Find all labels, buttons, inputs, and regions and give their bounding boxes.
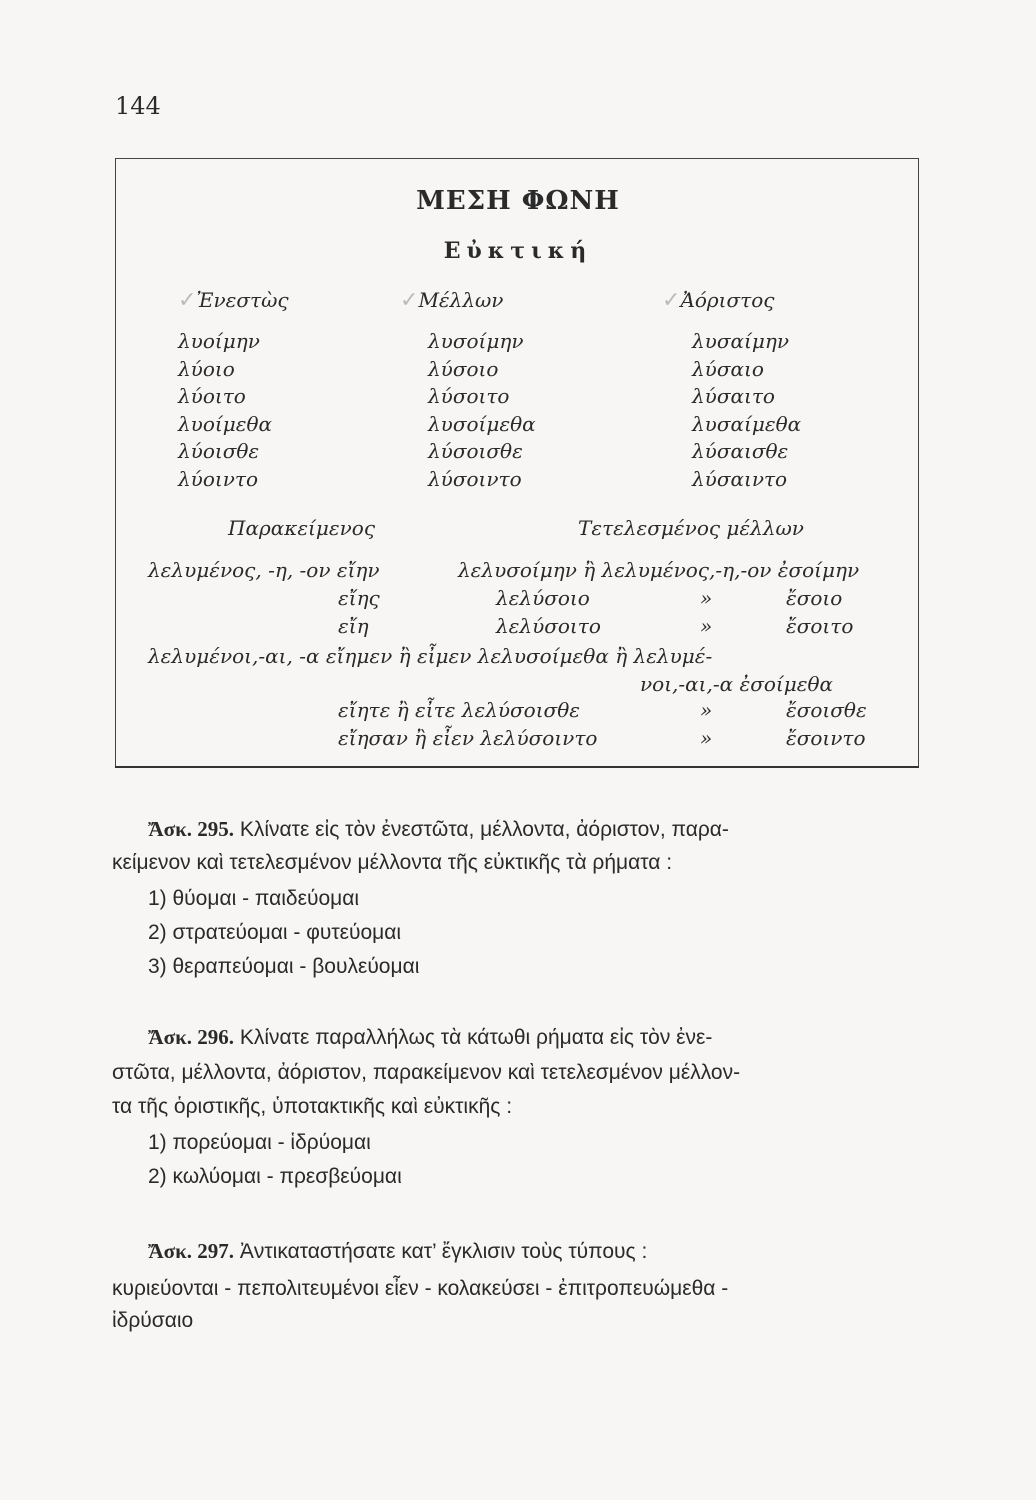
form: λύσαιο <box>692 356 764 381</box>
list-item: 1) πορεύομαι - ἱδρύομαι <box>148 1131 371 1154</box>
form: λυσοίμην <box>428 329 524 353</box>
form: λυσαίμην <box>692 329 789 353</box>
exercise-296: Ἄσκ. 296. Κλίνατε παραλλήλως τὰ κάτωθι ρήματα εἰς τὸν ἐνε- <box>148 1025 713 1049</box>
perfect-row-1: λελυμένος, -η, -ον εἴην <box>148 558 380 582</box>
exercise-label: Ἄσκ. 296. <box>148 1025 235 1049</box>
list-item: 2) στρατεύομαι - φυτεύομαι <box>148 921 402 944</box>
exercise-297-line-2: κυριεύονται - πεπολιτευμένοι εἶεν - κολακεύσει - ἐπιτροπευώμεθα - <box>112 1277 729 1300</box>
form: λύσοιο <box>428 356 499 381</box>
form: λύοιο <box>178 356 235 381</box>
future-perfect-row-1: λελυσοίμην ἢ λελυμένος,-η,-ον ἐσοίμην <box>458 558 860 582</box>
list-item: 1) θύομαι - παιδεύομαι <box>148 887 360 910</box>
form: λυοίμην <box>178 329 260 353</box>
exercise-296-line-3: τα τῆς ὁριστικῆς, ὑποτακτικῆς καὶ εὐκτικῆς : <box>112 1095 513 1118</box>
form: λύοιντο <box>178 466 258 491</box>
exercise-295: Ἄσκ. 295. Κλίνατε εἰς τὸν ἐνεστῶτα, μέλλοντα, ἀόριστον, παρα- <box>148 817 729 841</box>
exercise-297-line-3: ἱδρύσαιο <box>112 1309 194 1332</box>
future-perfect-header: Τετελεσμένος μέλλων <box>578 516 804 540</box>
future-forms <box>428 328 536 493</box>
checkmark-icon: ✓ <box>400 288 419 313</box>
perfect-header: Παρακείμενος <box>228 516 376 540</box>
future-perfect-aux-3: ἔσοιτο <box>786 614 854 638</box>
form: λυσοίμεθα <box>428 411 536 436</box>
table-subtitle: Εὐκτική <box>443 238 593 264</box>
future-perfect-aux-6: ἔσοιντο <box>786 726 866 750</box>
list-item: 2) κωλύομαι - πρεσβεύομαι <box>148 1165 402 1188</box>
table-bottom-rule <box>115 766 919 768</box>
form: λύσαισθε <box>692 439 789 463</box>
exercise-297: Ἄσκ. 297. Ἀντικαταστήσατε κατ’ ἔγκλισιν τοὺς τύπους : <box>148 1239 648 1263</box>
plural-row-3: εἴησαν ἢ εἶεν λελύσοιντο <box>338 726 598 750</box>
page-number: 144 <box>115 92 161 120</box>
exercise-label: Ἄσκ. 295. <box>148 817 235 841</box>
exercise-296-line-2: στῶτα, μέλλοντα, ἀόριστον, παρακείμενον καὶ τετελεσμένον μέλλον- <box>112 1061 741 1084</box>
form: λύοισθε <box>178 439 260 463</box>
form: λύσαιντο <box>692 466 788 491</box>
future-perfect-aux-5: ἔσοισθε <box>786 698 867 722</box>
form: λύσαιτο <box>692 384 775 408</box>
future-perfect-row-2: λελύσοιο <box>496 586 590 610</box>
present-forms <box>178 328 272 493</box>
form: λυσαίμεθα <box>692 411 802 436</box>
ditto-mark: » <box>700 698 713 722</box>
perfect-row-2: εἴης <box>338 586 380 610</box>
column-header-aorist: ✓Ἀόριστος <box>662 288 775 313</box>
form: λύσοιντο <box>428 466 522 491</box>
form: λυοίμεθα <box>178 411 272 436</box>
column-header-present: ✓Ἐνεστὼς <box>178 288 289 313</box>
exercise-295-line-2: κείμενον καὶ τετελεσμένον μέλλοντα τῆς εὐκτικῆς τὰ ρήματα : <box>112 851 673 874</box>
checkmark-icon: ✓ <box>662 288 681 313</box>
plural-row-2: εἴητε ἢ εἶτε λελύσοισθε <box>338 698 580 722</box>
column-header-future: ✓Μέλλων <box>400 288 504 313</box>
form: λύσοιτο <box>428 384 510 408</box>
ditto-mark: » <box>700 586 713 610</box>
ditto-mark: » <box>700 726 713 750</box>
table-title: ΜΕΣΗ ΦΩΝΗ <box>416 186 620 216</box>
list-item: 3) θεραπεύομαι - βουλεύομαι <box>148 955 420 978</box>
future-perfect-row-3: λελύσοιτο <box>496 614 601 638</box>
exercise-295-items <box>148 882 419 984</box>
perfect-row-3: εἴη <box>338 614 369 638</box>
future-perfect-aux-2: ἔσοιο <box>786 586 843 610</box>
exercise-296-items <box>148 1126 402 1194</box>
aorist-forms <box>692 328 801 493</box>
ditto-mark: » <box>700 614 713 638</box>
checkmark-icon: ✓ <box>178 288 197 313</box>
plural-row-1: λελυμένοι,-αι, -α εἴημεν ἢ εἶμεν λελυσοίμεθα ἢ λελυμέ- <box>148 644 713 668</box>
plural-row-1-continued: νοι,-αι,-α ἐσοίμεθα <box>640 672 834 696</box>
form: λύσοισθε <box>428 439 523 463</box>
form: λύοιτο <box>178 384 246 408</box>
exercise-label: Ἄσκ. 297. <box>148 1239 235 1263</box>
